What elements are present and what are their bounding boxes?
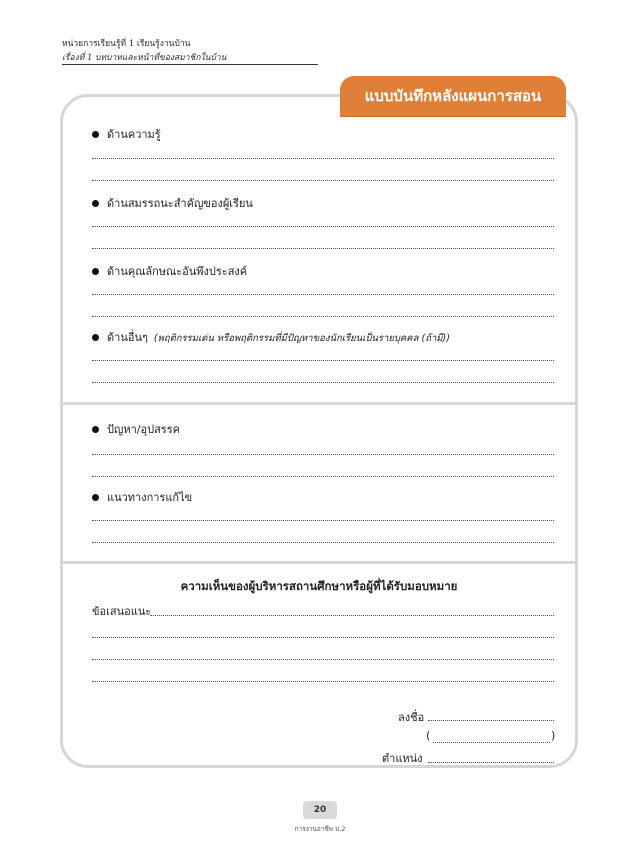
bullet-icon	[92, 494, 99, 501]
suggestion-line-2[interactable]	[92, 637, 554, 638]
sign-label: ลงชื่อ	[398, 711, 425, 724]
footer-subject: การงานอาชีพ ป.2	[294, 825, 346, 833]
position-line[interactable]	[428, 762, 554, 763]
other-note: (พฤติกรรมเด่น หรือพฤติกรรมที่มีปัญหาของนักเรียนเป็นรายบุคคล (ถ้ามี))	[153, 333, 450, 344]
solutions-line-1[interactable]	[92, 520, 554, 521]
position-label: ตำแหน่ง	[382, 752, 423, 765]
name-paren-close: )	[551, 729, 556, 742]
section-divider	[60, 561, 578, 564]
bullet-icon	[92, 426, 99, 433]
characteristics-heading	[92, 262, 247, 280]
signature-line[interactable]	[428, 720, 554, 721]
characteristics-line-1[interactable]	[92, 294, 554, 295]
solutions-label: แนวทางการแก้ไข	[107, 491, 193, 504]
competency-line-1[interactable]	[92, 226, 554, 227]
bullet-icon	[92, 334, 99, 341]
suggestion-line-1[interactable]	[150, 615, 554, 616]
knowledge-heading	[92, 125, 161, 143]
opinion-title: ความเห็นของผู้บริหารสถานศึกษาหรือผู้ที่ได้รับมอบหมาย	[180, 579, 458, 593]
header-underline	[62, 64, 318, 65]
section-divider	[60, 402, 578, 405]
unit-header: หน่วยการเรียนรู้ที่ 1 เรียนรู้งานบ้าน	[62, 39, 191, 49]
suggestion-label: ข้อเสนอแนะ	[92, 605, 152, 618]
problems-label: ปัญหา/อุปสรรค	[107, 423, 180, 436]
competency-label: ด้านสมรรถนะสำคัญของผู้เรียน	[107, 197, 253, 210]
problems-heading	[92, 420, 180, 438]
bullet-icon	[92, 268, 99, 275]
solutions-line-2[interactable]	[92, 542, 554, 543]
other-label: ด้านอื่นๆ	[107, 331, 148, 344]
bullet-icon	[92, 131, 99, 138]
competency-heading	[92, 194, 253, 212]
characteristics-line-2[interactable]	[92, 316, 554, 317]
name-paren-open: (	[426, 729, 431, 742]
other-line-2[interactable]	[92, 382, 554, 383]
knowledge-line-1[interactable]	[92, 158, 554, 159]
topic-header: เรื่องที่ 1 บทบาทและหน้าที่ของสมาชิกในบ้าน	[62, 53, 227, 63]
suggestion-line-3[interactable]	[92, 659, 554, 660]
name-line[interactable]	[433, 742, 550, 743]
characteristics-label: ด้านคุณลักษณะอันพึงประสงค์	[107, 265, 248, 278]
suggestion-line-4[interactable]	[92, 681, 554, 682]
bullet-icon	[92, 200, 99, 207]
knowledge-line-2[interactable]	[92, 180, 554, 181]
problems-line-2[interactable]	[92, 476, 554, 477]
knowledge-label: ด้านความรู้	[107, 128, 161, 141]
other-line-1[interactable]	[92, 360, 554, 361]
page-number: 20	[303, 801, 337, 819]
problems-line-1[interactable]	[92, 454, 554, 455]
competency-line-2[interactable]	[92, 248, 554, 249]
solutions-heading	[92, 488, 192, 506]
other-heading	[92, 328, 450, 346]
form-title-badge: แบบบันทึกหลังแผนการสอน	[340, 76, 566, 116]
